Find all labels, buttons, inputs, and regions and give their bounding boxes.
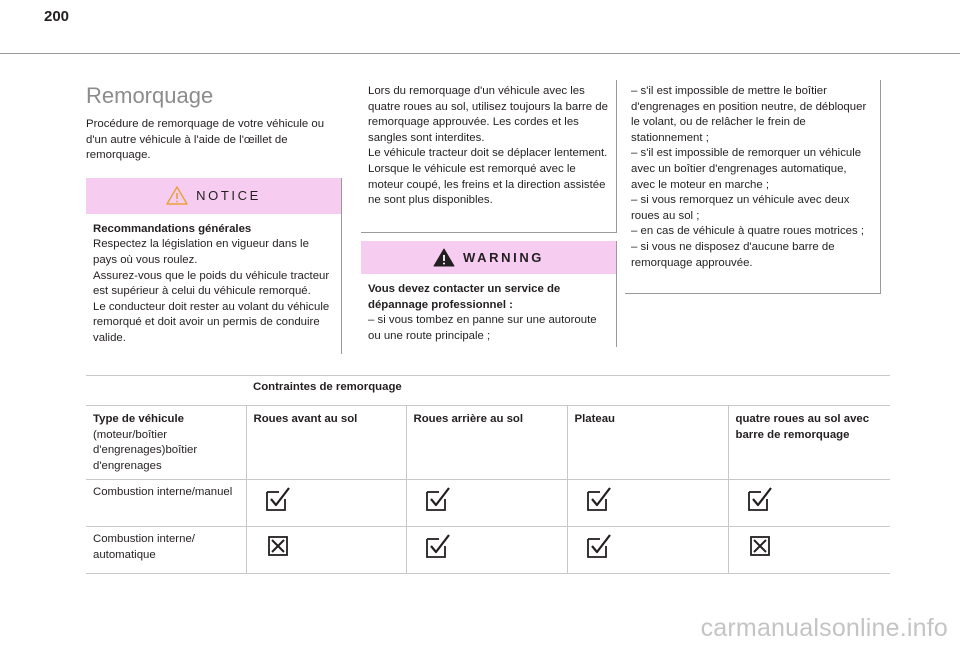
warning-triangle-icon	[433, 248, 455, 267]
conditions-item-5: – si vous ne disposez d'aucune barre de remorquage approuvée.	[631, 240, 835, 269]
checkmark-box-icon	[425, 486, 451, 512]
cell-icon	[246, 527, 406, 574]
table-header-col-2: Roues arrière au sol	[406, 406, 567, 480]
cell-icon	[728, 480, 890, 527]
notice-box	[86, 178, 342, 354]
warning-header	[361, 241, 616, 274]
conditions-item-2: – s'il est impossible de remorquer un véhicule avec un boîtier d'engrenages automatique, avec le moteur en marche ;	[631, 147, 862, 191]
warning-box	[361, 241, 617, 347]
conditions-item-1: – s'il est impossible de mettre le boîtier d'engrenages en position neutre, de débloquer le volant, ou de relâcher le frein de stationnement ;	[631, 85, 867, 144]
table-caption-row	[86, 376, 890, 406]
page-number: 200	[44, 8, 70, 25]
conditions-box	[625, 80, 881, 294]
towing-info-box	[361, 80, 617, 233]
row-label: Combustion interne/ automatique	[86, 527, 246, 574]
warning-label: WARNING	[462, 250, 545, 265]
cell-icon	[406, 527, 567, 574]
column-2	[361, 80, 617, 347]
conditions-item-3: – si vous remorquez un véhicule avec deux roues au sol ;	[631, 194, 850, 222]
section-intro: Procédure de remorquage de votre véhicule ou d'un autre véhicule à l'aide de l'œillet de remorquage.	[86, 118, 325, 162]
warning-body	[361, 274, 616, 352]
vehicle-type-label: Type de véhicule	[93, 413, 184, 425]
column-3	[625, 80, 881, 294]
table-row	[86, 480, 890, 527]
table-header-col-4: quatre roues au sol avec barre de remorquage	[735, 413, 870, 441]
towing-info-text-1: Lors du remorquage d'un véhicule avec les quatre roues au sol, utilisez toujours la barre de remorquage approuvée. Les cordes et les sangles sont interdites.	[368, 85, 608, 144]
conditions-item-4: – en cas de véhicule à quatre roues motrices ;	[631, 225, 865, 238]
conditions-body	[625, 80, 880, 279]
notice-text-1: Respectez la législation en vigueur dans le pays où vous roulez.	[93, 238, 309, 266]
vehicle-type-detail: (moteur/boîtier d'engrenages)boîtier d'engrenages	[93, 428, 198, 472]
table-header-col-1: Roues avant au sol	[246, 406, 406, 480]
table-header-vehicle-type	[86, 406, 246, 480]
warning-item-1: – si vous tombez en panne sur une autoroute ou une route principale ;	[368, 314, 597, 342]
towing-info-text-3: Lorsque le véhicule est remorqué avec le moteur coupé, les freins et la direction assistée ne sont plus disponibles.	[368, 162, 606, 207]
notice-heading: Recommandations générales	[93, 222, 252, 235]
top-rule	[0, 53, 960, 54]
row-label: Combustion interne/manuel	[86, 480, 246, 527]
warning-triangle-icon	[166, 186, 188, 205]
notice-label: NOTICE	[196, 188, 261, 204]
section-title: Remorquage	[86, 83, 214, 108]
notice-text-3: Le conducteur doit rester au volant du véhicule remorqué et doit avoir un permis de conduire valide.	[93, 300, 330, 344]
table-caption-spacer	[86, 376, 246, 406]
cell-icon	[567, 480, 728, 527]
table-row	[86, 527, 890, 574]
column-1	[86, 80, 342, 354]
cross-box-icon	[747, 533, 773, 559]
cross-box-icon	[265, 533, 291, 559]
notice-header	[86, 178, 341, 214]
towing-info-text-2: Le véhicule tracteur doit se déplacer lentement.	[368, 147, 608, 160]
towing-info-body	[361, 80, 616, 217]
table-header-col-3: Plateau	[567, 406, 728, 480]
towing-constraints-table	[86, 375, 890, 574]
cell-icon	[567, 527, 728, 574]
checkmark-box-icon	[586, 533, 612, 559]
checkmark-box-icon	[586, 486, 612, 512]
notice-body	[86, 214, 341, 355]
warning-heading: Vous devez contacter un service de dépannage professionnel :	[368, 283, 561, 311]
checkmark-box-icon	[747, 486, 773, 512]
watermark: carmanualsonline.info	[700, 614, 948, 642]
checkmark-box-icon	[425, 533, 451, 559]
cell-icon	[246, 480, 406, 527]
cell-icon	[728, 527, 890, 574]
table-header-row	[86, 406, 890, 480]
table-caption: Contraintes de remorquage	[253, 381, 402, 393]
cell-icon	[406, 480, 567, 527]
notice-text-2: Assurez-vous que le poids du véhicule tracteur est supérieur à celui du véhicule remorqué.	[93, 269, 330, 298]
checkmark-box-icon	[265, 486, 291, 512]
